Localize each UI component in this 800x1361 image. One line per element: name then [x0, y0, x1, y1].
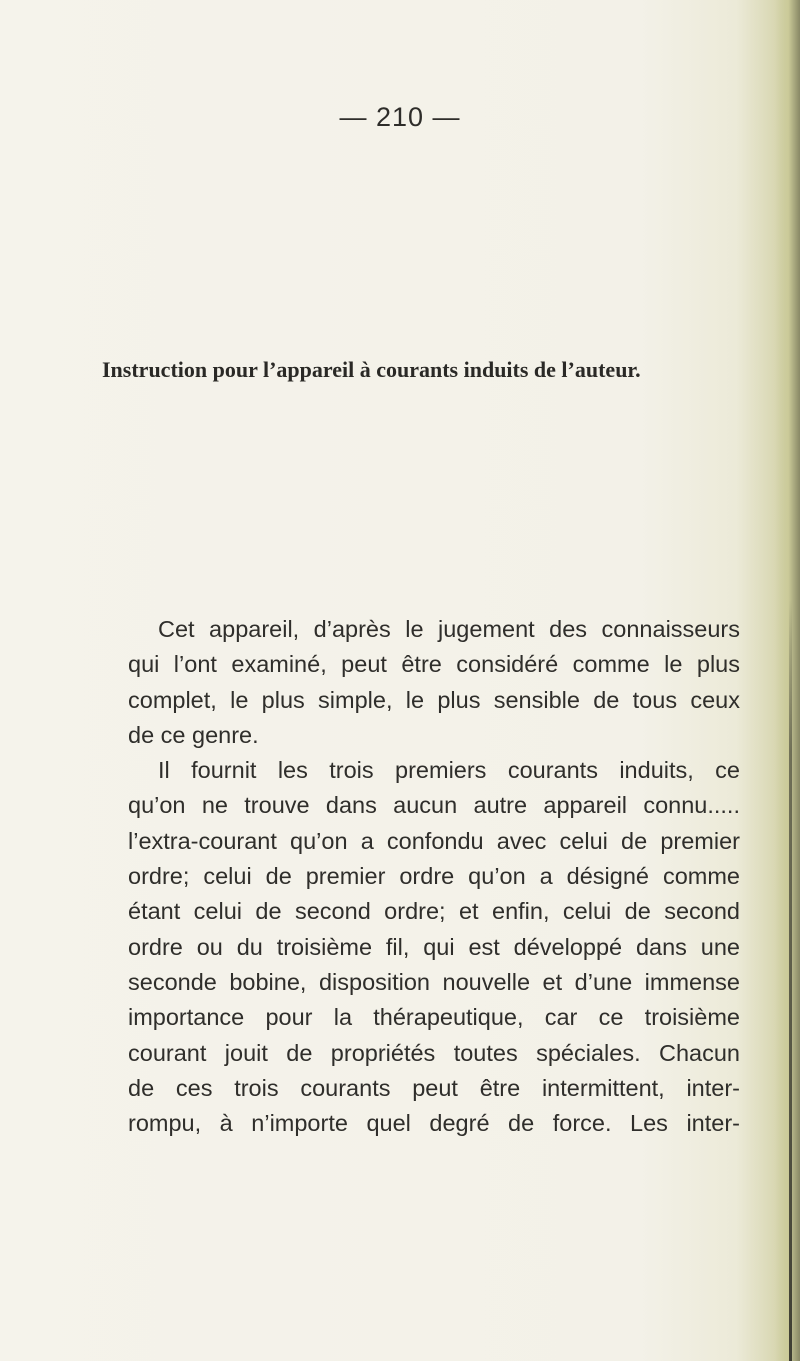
- paragraph-2-line-6: ordre ou du troisième fil, qui est développé dans une: [128, 933, 740, 960]
- paragraph-2-line-9: courant jouit de propriétés toutes spéciales. Chacun: [128, 1039, 740, 1066]
- paragraph-1-line-2: qui l’ont examiné, peut être considéré comme le plus: [128, 651, 740, 678]
- paragraph-2-line-8: importance pour la thérapeutique, car ce troisième: [128, 1004, 740, 1031]
- page-edge-shadow: [774, 0, 800, 1361]
- paragraph-2-line-1: Il fournit les trois premiers courants induits, ce: [158, 757, 740, 784]
- page-number: — 210 —: [339, 102, 461, 132]
- paragraph-1-line-1: Cet appareil, d’après le jugement des connaisseurs: [158, 616, 740, 642]
- paragraph-2-line-4: ordre; celui de premier ordre qu’on a désigné comme: [128, 863, 740, 890]
- section-heading: Instruction pour l’appareil à courants induits de l’auteur.: [102, 357, 641, 382]
- paragraph-1-line-3: complet, le plus simple, le plus sensible de tous ceux: [128, 686, 740, 713]
- paragraph-1-line-4: de ce genre.: [128, 721, 259, 748]
- paragraph-2-line-3: l’extra-courant qu’on a confondu avec celui de premier: [128, 827, 740, 854]
- page-edge-line: [789, 600, 792, 1361]
- paragraph-2-line-10: de ces trois courants peut être intermittent, inter-: [128, 1074, 740, 1101]
- paragraph-2-line-5: étant celui de second ordre; et enfin, celui de second: [128, 898, 740, 925]
- paragraph-2-line-7: seconde bobine, disposition nouvelle et d’une immense: [128, 968, 740, 995]
- body-text: [128, 612, 740, 1141]
- paragraph-2-line-2: qu’on ne trouve dans aucun autre appareil connu.....: [128, 792, 740, 819]
- paragraph-2-line-11: rompu, à n’importe quel degré de force. Les inter-: [128, 1110, 740, 1137]
